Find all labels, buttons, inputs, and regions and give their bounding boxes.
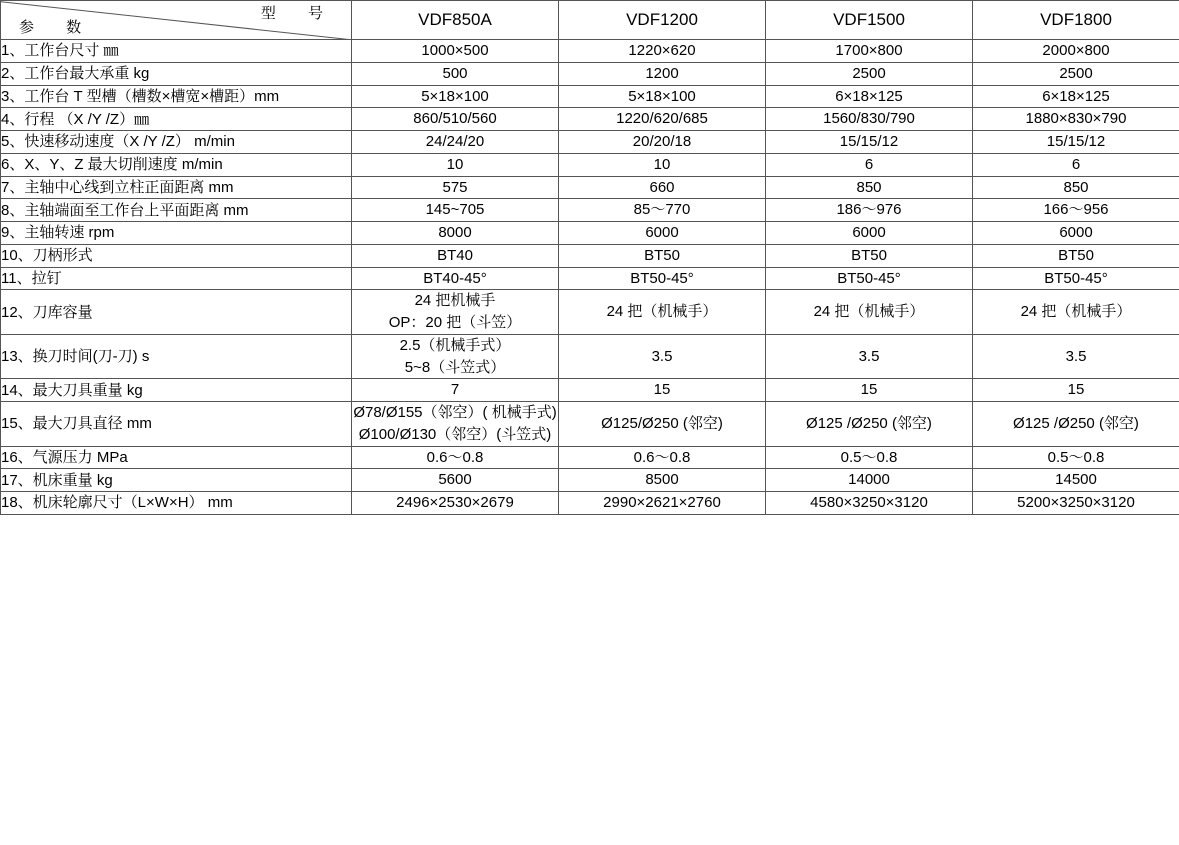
cell-value: 3.5 xyxy=(766,334,973,379)
model-column-header-2: VDF1200 xyxy=(559,1,766,40)
cell-value: 10 xyxy=(559,153,766,176)
cell-value: 20/20/18 xyxy=(559,131,766,154)
cell-value: 24/24/20 xyxy=(352,131,559,154)
cell-value: Ø125/Ø250 (邻空) xyxy=(559,402,766,447)
model-header-label: 型 号 xyxy=(260,5,337,22)
table-row xyxy=(1,290,1179,335)
row-label: 11、拉钉 xyxy=(1,267,352,290)
row-label: 2、工作台最大承重 kg xyxy=(1,62,352,85)
cell-value: 1220/620/685 xyxy=(559,108,766,131)
cell-value: BT50 xyxy=(973,244,1179,267)
model-column-header-4: VDF1800 xyxy=(973,1,1179,40)
row-label: 9、主轴转速 rpm xyxy=(1,222,352,245)
row-label: 3、工作台 T 型槽（槽数×槽宽×槽距）mm xyxy=(1,85,352,108)
row-label: 16、气源压力 MPa xyxy=(1,446,352,469)
cell-value: 5600 xyxy=(352,469,559,492)
cell-value-line-1: Ø78/Ø155（邻空）( 机械手式) xyxy=(353,404,557,421)
cell-value: 1700×800 xyxy=(766,40,973,63)
row-label: 1、工作台尺寸 ㎜ xyxy=(1,40,352,63)
table-row xyxy=(1,176,1179,199)
cell-value: 6×18×125 xyxy=(973,85,1179,108)
cell-value: Ø125 /Ø250 (邻空) xyxy=(766,402,973,447)
cell-value: 2990×2621×2760 xyxy=(559,492,766,515)
cell-value: 8500 xyxy=(559,469,766,492)
row-label: 14、最大刀具重量 kg xyxy=(1,379,352,402)
cell-value: 8000 xyxy=(352,222,559,245)
cell-value xyxy=(352,334,559,379)
cell-value-line-1: 2.5（机械手式） xyxy=(399,336,511,354)
cell-value: 850 xyxy=(973,176,1179,199)
corner-header-cell xyxy=(1,1,352,40)
cell-value: 15 xyxy=(973,379,1179,402)
table-row xyxy=(1,379,1179,402)
cell-value: 85～770 xyxy=(559,199,766,222)
row-label: 6、X、Y、Z 最大切削速度 m/min xyxy=(1,153,352,176)
cell-value-line-2: 5~8（斗笠式） xyxy=(404,358,506,376)
cell-value: 0.5～0.8 xyxy=(766,446,973,469)
cell-value: BT50-45° xyxy=(973,267,1179,290)
table-row xyxy=(1,40,1179,63)
row-label: 8、主轴端面至工作台上平面距离 mm xyxy=(1,199,352,222)
cell-value: 860/510/560 xyxy=(352,108,559,131)
row-label: 17、机床重量 kg xyxy=(1,469,352,492)
cell-value: 15 xyxy=(559,379,766,402)
cell-value: 0.6～0.8 xyxy=(559,446,766,469)
cell-value: 24 把（机械手） xyxy=(766,290,973,335)
cell-value xyxy=(352,290,559,335)
cell-value xyxy=(352,402,559,447)
cell-value: 1000×500 xyxy=(352,40,559,63)
cell-value: 1880×830×790 xyxy=(973,108,1179,131)
cell-value: 145~705 xyxy=(352,199,559,222)
cell-value: 166～956 xyxy=(973,199,1179,222)
cell-value: 2500 xyxy=(973,62,1179,85)
cell-value: 1200 xyxy=(559,62,766,85)
table-row xyxy=(1,402,1179,447)
cell-value: BT50-45° xyxy=(559,267,766,290)
cell-value: BT40 xyxy=(352,244,559,267)
parameter-header-label: 参 数 xyxy=(19,19,96,36)
cell-value: 1560/830/790 xyxy=(766,108,973,131)
row-label: 10、刀柄形式 xyxy=(1,244,352,267)
cell-value: 15/15/12 xyxy=(766,131,973,154)
cell-value: BT50 xyxy=(766,244,973,267)
cell-value: 24 把（机械手） xyxy=(559,290,766,335)
cell-value: BT40-45° xyxy=(352,267,559,290)
cell-value: 1220×620 xyxy=(559,40,766,63)
table-row xyxy=(1,469,1179,492)
cell-value: 24 把（机械手） xyxy=(973,290,1179,335)
cell-value: 15 xyxy=(766,379,973,402)
table-row xyxy=(1,62,1179,85)
table-row xyxy=(1,85,1179,108)
row-label: 4、行程 （X /Y /Z）㎜ xyxy=(1,108,352,131)
cell-value: 186～976 xyxy=(766,199,973,222)
cell-value: 2000×800 xyxy=(973,40,1179,63)
table-body xyxy=(1,40,1179,515)
cell-value: 14500 xyxy=(973,469,1179,492)
row-label: 18、机床轮廓尺寸（L×W×H） mm xyxy=(1,492,352,515)
cell-value-line-2: Ø100/Ø130（邻空）(斗笠式) xyxy=(358,425,552,443)
model-column-header-3: VDF1500 xyxy=(766,1,973,40)
model-column-header-1: VDF850A xyxy=(352,1,559,40)
cell-value: 500 xyxy=(352,62,559,85)
cell-value-line-1: 24 把机械手 xyxy=(414,292,496,310)
cell-value: 2500 xyxy=(766,62,973,85)
cell-value: 660 xyxy=(559,176,766,199)
cell-value: 15/15/12 xyxy=(973,131,1179,154)
row-label: 12、刀库容量 xyxy=(1,290,352,335)
cell-value: 4580×3250×3120 xyxy=(766,492,973,515)
cell-value: 14000 xyxy=(766,469,973,492)
table-row xyxy=(1,131,1179,154)
table-header-row xyxy=(1,1,1179,40)
cell-value: 0.6～0.8 xyxy=(352,446,559,469)
table-row xyxy=(1,199,1179,222)
table-row xyxy=(1,222,1179,245)
cell-value: 5×18×100 xyxy=(559,85,766,108)
cell-value: BT50 xyxy=(559,244,766,267)
cell-value: 6 xyxy=(973,153,1179,176)
cell-value: 3.5 xyxy=(559,334,766,379)
cell-value: 7 xyxy=(352,379,559,402)
cell-value: 2496×2530×2679 xyxy=(352,492,559,515)
cell-value: 5200×3250×3120 xyxy=(973,492,1179,515)
cell-value: 0.5～0.8 xyxy=(973,446,1179,469)
cell-value: 3.5 xyxy=(973,334,1179,379)
cell-value: 6000 xyxy=(973,222,1179,245)
cell-value: 850 xyxy=(766,176,973,199)
table-row xyxy=(1,244,1179,267)
cell-value: Ø125 /Ø250 (邻空) xyxy=(973,402,1179,447)
table-row xyxy=(1,267,1179,290)
cell-value: 10 xyxy=(352,153,559,176)
table-row xyxy=(1,446,1179,469)
cell-value: 6×18×125 xyxy=(766,85,973,108)
table-row xyxy=(1,334,1179,379)
cell-value: 6000 xyxy=(559,222,766,245)
row-label: 13、换刀时间(刀-刀) s xyxy=(1,334,352,379)
cell-value: 6000 xyxy=(766,222,973,245)
row-label: 15、最大刀具直径 mm xyxy=(1,402,352,447)
cell-value-line-2: OP：20 把（斗笠） xyxy=(388,314,522,331)
cell-value: BT50-45° xyxy=(766,267,973,290)
row-label: 7、主轴中心线到立柱正面距离 mm xyxy=(1,176,352,199)
table-row xyxy=(1,492,1179,515)
row-label: 5、快速移动速度（X /Y /Z） m/min xyxy=(1,131,352,154)
table-row xyxy=(1,153,1179,176)
table-row xyxy=(1,108,1179,131)
cell-value: 6 xyxy=(766,153,973,176)
cell-value: 575 xyxy=(352,176,559,199)
cell-value: 5×18×100 xyxy=(352,85,559,108)
